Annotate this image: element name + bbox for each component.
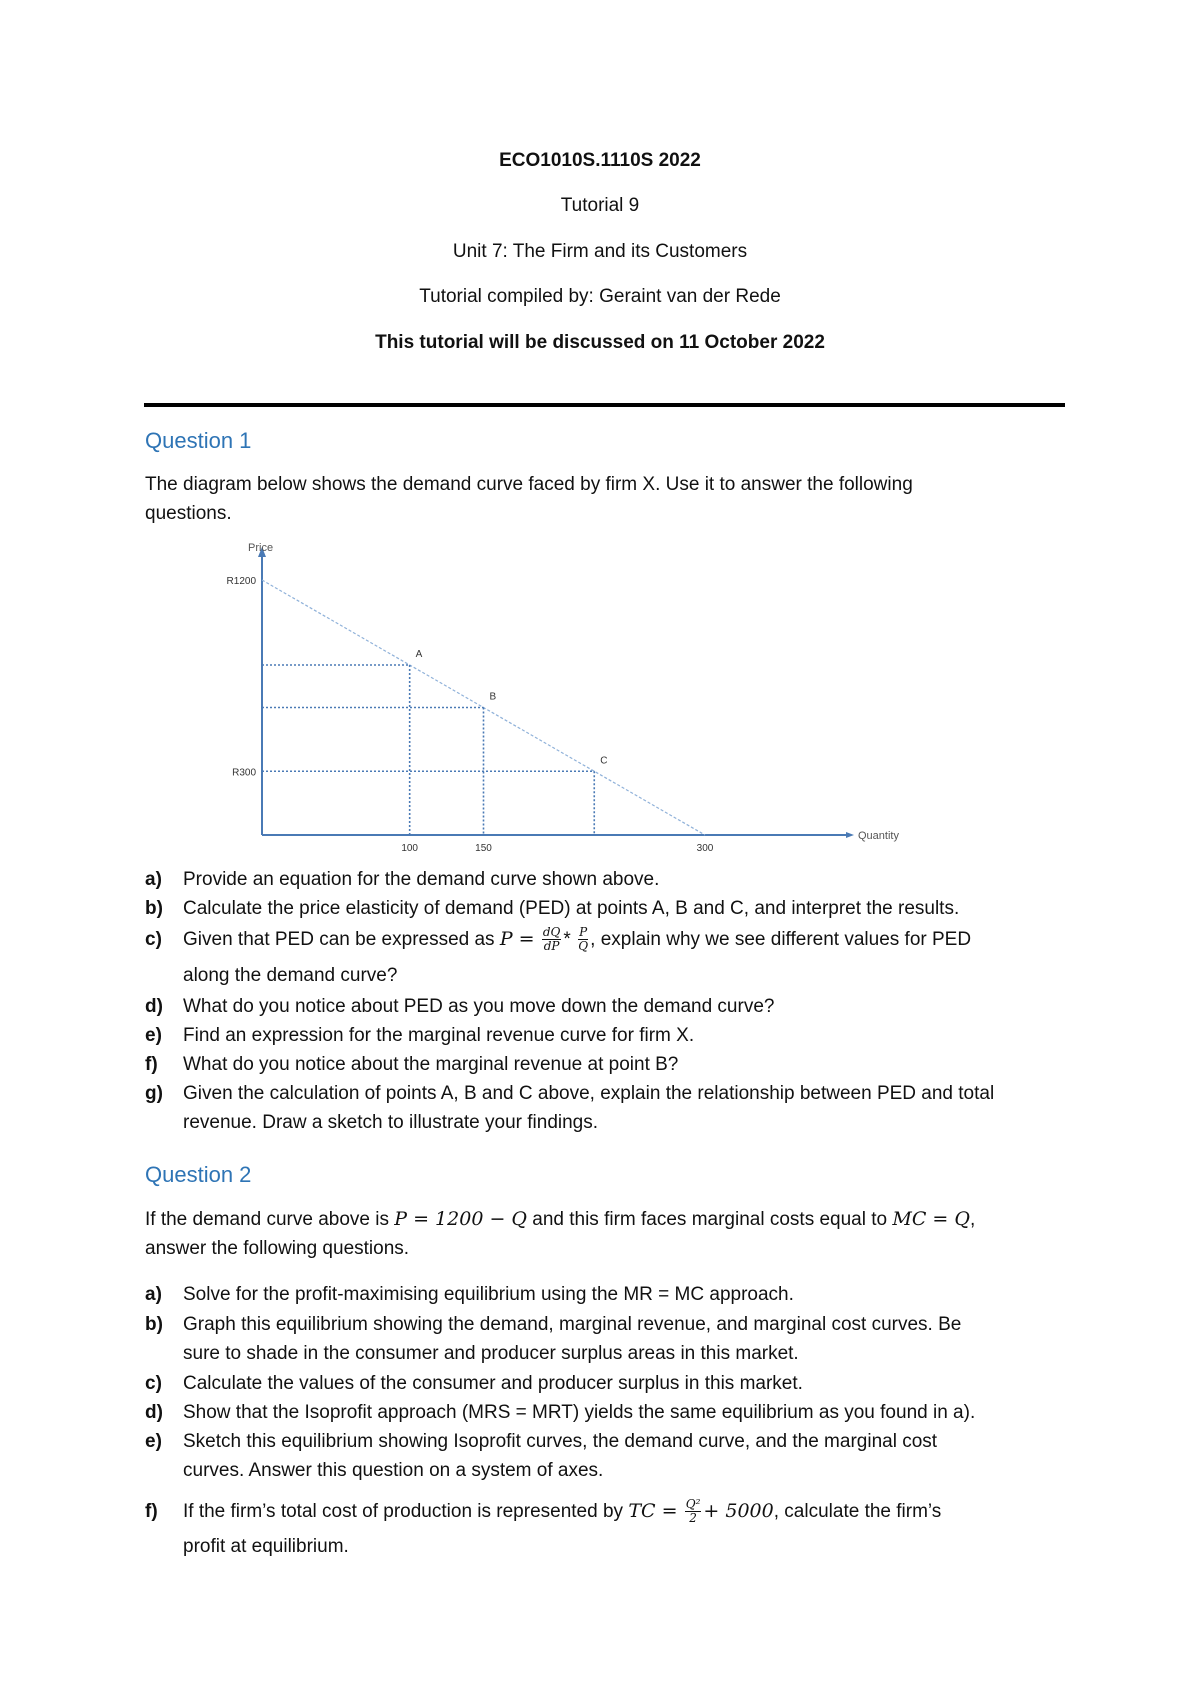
- q2-item-e-label: e): [145, 1431, 162, 1452]
- unit-title: Unit 7: The Firm and its Customers: [452, 241, 748, 262]
- q2-item-c-text: Calculate the values of the consumer and producer surplus in this market.: [183, 1373, 803, 1394]
- q2-item-a-label: a): [145, 1284, 162, 1305]
- point-label-B: B: [489, 691, 497, 703]
- demand-equation: P = 1200 − Q: [394, 1208, 527, 1230]
- q2-item-a-text: Solve for the profit-maximising equilibrium using the MR = MC approach.: [183, 1284, 794, 1305]
- x-tick-label: 100: [401, 843, 419, 854]
- q1-item-c-line2: along the demand curve?: [183, 965, 398, 986]
- q2-item-f-line2: profit at equilibrium.: [183, 1536, 349, 1557]
- header-divider: [144, 403, 1065, 407]
- question-1-heading: Question 1: [145, 428, 252, 453]
- point-label-A: A: [415, 649, 423, 660]
- ped-fraction-p-q: $\frac{P}{Q}$: [578, 925, 589, 954]
- q1-item-g-line1: Given the calculation of points A, B and C above, explain the relationship between PED and total: [183, 1083, 995, 1104]
- tc-formula-lhs: TC =: [628, 1500, 678, 1522]
- mc-equation: MC = Q: [892, 1208, 970, 1230]
- question-1-intro-line2: questions.: [145, 503, 232, 524]
- q1-item-a-label: a): [145, 869, 162, 890]
- point-label-C: C: [600, 755, 608, 767]
- question-1-intro-line1: The diagram below shows the demand curve faced by firm X. Use it to answer the following: [145, 474, 913, 495]
- tc-fraction: $\frac{\text{Q²}}{2}$: [685, 1497, 701, 1526]
- q1-item-c-label: c): [145, 929, 162, 950]
- tc-formula-rest: + 5000: [703, 1500, 774, 1522]
- q1-item-e-text: Find an expression for the marginal revenue curve for firm X.: [183, 1025, 695, 1046]
- ped-times: *: [563, 929, 571, 950]
- ped-fraction-dq-dp: $\frac{dQ}{dP}$: [542, 925, 561, 954]
- x-axis-label: Quantity: [858, 830, 899, 842]
- q2-item-c-label: c): [145, 1373, 162, 1394]
- q1-item-a-text: Provide an equation for the demand curve shown above.: [183, 869, 660, 890]
- x-tick-label: 300: [696, 843, 714, 854]
- q1-item-g-label: g): [145, 1083, 163, 1104]
- q1-item-c-text: [183, 925, 1063, 954]
- q2-item-b-line2: sure to shade in the consumer and producer surplus areas in this market.: [183, 1343, 799, 1364]
- q1-item-f-text: What do you notice about the marginal revenue at point B?: [183, 1054, 679, 1075]
- q2-item-e-line2: curves. Answer this question on a system of axes.: [183, 1460, 604, 1481]
- course-code: ECO1010S.1110S 2022: [499, 150, 701, 171]
- q2-item-f-text: If the firm’s total cost of production is represented by TC = $\frac{\text{Q²}}{2}$ + 5000, calculate the firm’s: [183, 1497, 942, 1526]
- q1-item-g-line2: revenue. Draw a sketch to illustrate your findings.: [183, 1112, 599, 1133]
- y-axis-label: Price: [248, 542, 274, 554]
- q1-item-e-label: e): [145, 1025, 162, 1046]
- q2-item-b-line1: Graph this equilibrium showing the demand, marginal revenue, and marginal cost curves. Be: [183, 1314, 962, 1335]
- y-tick-label: R300: [232, 767, 256, 779]
- q1-item-g-text: [183, 1079, 1063, 1137]
- question-2-heading: Question 2: [145, 1162, 252, 1187]
- ped-formula-lhs: P =: [499, 928, 535, 950]
- question-2-intro: [145, 1205, 1065, 1263]
- q2-item-e-line1: Sketch this equilibrium showing Isoprofit curves, the demand curve, and the marginal cost: [183, 1431, 938, 1452]
- question-2-intro-line2: answer the following questions.: [145, 1238, 410, 1259]
- tutorial-number: Tutorial 9: [560, 195, 640, 216]
- q2-item-b-text: [183, 1310, 1063, 1368]
- q2-item-d-text: Show that the Isoprofit approach (MRS = MRT) yields the same equilibrium as you found in a).: [183, 1402, 976, 1423]
- demand-curve-chart: [200, 535, 940, 855]
- question-1-intro: [145, 470, 1065, 528]
- question-2-intro-line1: If the demand curve above is P = 1200 − Q and this firm faces marginal costs equal to MC = Q,: [145, 1208, 976, 1230]
- q1-item-b-label: b): [145, 898, 163, 919]
- q1-item-d-text: What do you notice about PED as you move down the demand curve?: [183, 996, 775, 1017]
- q2-item-d-label: d): [145, 1402, 163, 1423]
- q1-item-b-text: Calculate the price elasticity of demand (PED) at points A, B and C, and interpret the results.: [183, 898, 960, 919]
- discussion-date: This tutorial will be discussed on 11 October 2022: [375, 332, 825, 353]
- q2-item-b-label: b): [145, 1314, 163, 1335]
- q2-item-f-label: f): [145, 1501, 158, 1522]
- x-tick-label: 150: [475, 843, 492, 854]
- x-axis-arrow: [846, 832, 854, 838]
- q1-item-c-text-before: Given that PED can be expressed as: [183, 929, 500, 950]
- y-tick-label: R1200: [226, 576, 256, 587]
- q1-item-d-label: d): [145, 996, 163, 1017]
- compiled-by: Tutorial compiled by: Geraint van der Rede: [419, 286, 781, 307]
- q1-item-f-label: f): [145, 1054, 158, 1075]
- q1-item-c-text-after: , explain why we see different values for PED: [590, 929, 972, 950]
- q2-item-e-text: [183, 1427, 1063, 1485]
